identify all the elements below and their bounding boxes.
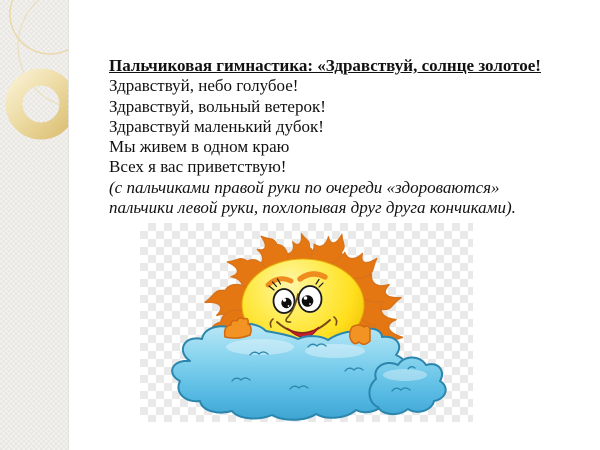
- sun-cloud-image: [140, 223, 473, 422]
- poem-line: Здравствуй, небо голубое!: [109, 76, 299, 96]
- cloud: [172, 324, 446, 420]
- poem-line: Мы живем в одном краю: [109, 137, 290, 157]
- slide-title: Пальчиковая гимнастика: «Здравствуй, солнце золотое!: [109, 56, 541, 75]
- stage-direction-line: пальчики левой руки, похлопывая друг друга кончиками).: [109, 198, 516, 218]
- poem-line: Здравствуй маленький дубок!: [109, 116, 324, 136]
- left-decor-strip: [0, 0, 69, 450]
- gold-ring-icon: [0, 0, 68, 190]
- poem-line: Здравствуй, вольный ветерок!: [109, 96, 326, 116]
- sun-cloud-illustration: [140, 223, 473, 422]
- stage-direction-line: (с пальчиками правой руки по очереди «здороваются»: [109, 177, 500, 197]
- poem-line: Всех я вас приветствую!: [109, 157, 287, 177]
- poem-text-block: [109, 56, 579, 218]
